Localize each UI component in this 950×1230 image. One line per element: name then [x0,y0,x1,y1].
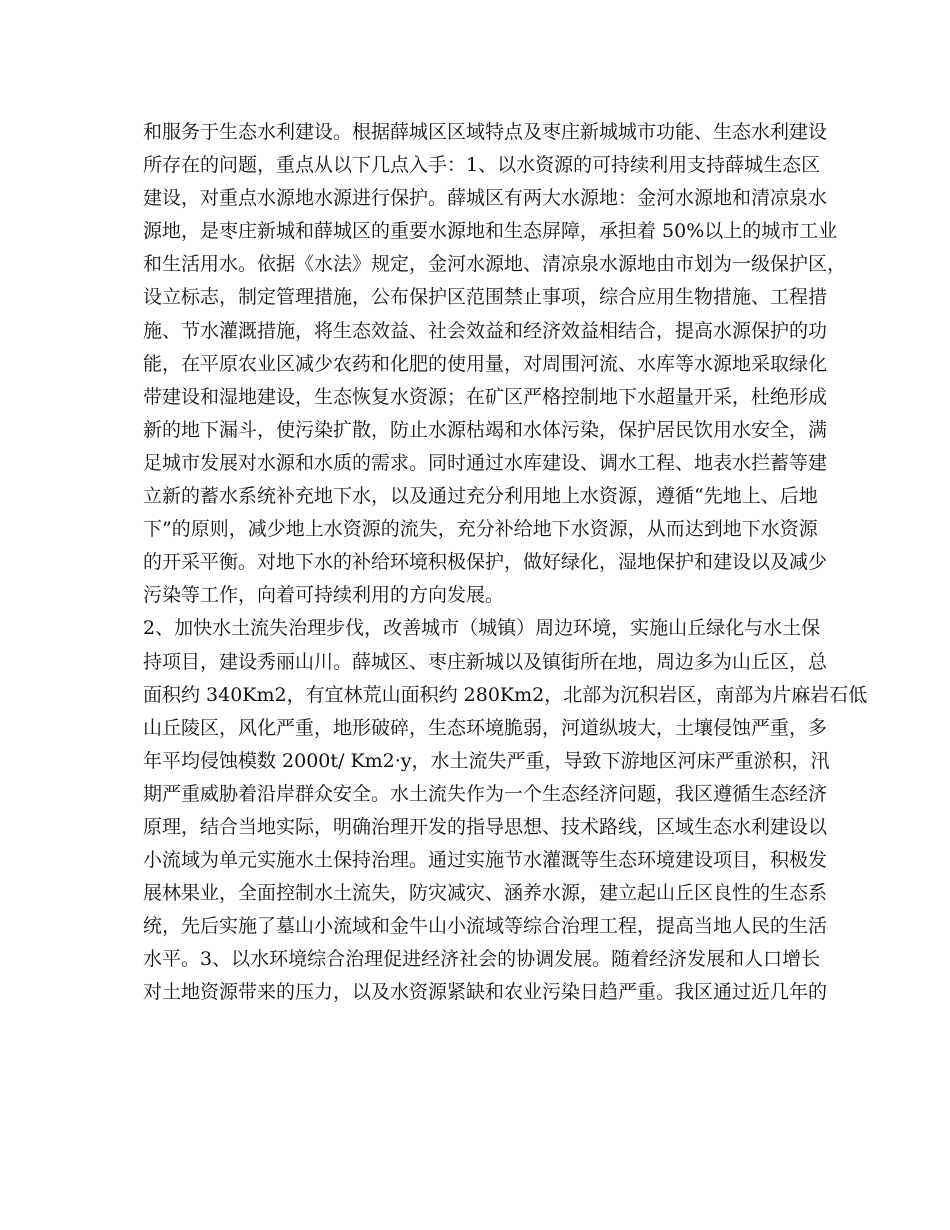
text-line: 设立标志，制定管理措施，公布保护区范围禁止事项，综合应用生物措施、工程措 [143,286,828,309]
text-line: 期严重威胁着沿岸群众安全。水土流失作为一个生态经济问题，我区遵循生态经济 [143,782,828,805]
text-line: 年平均侵蚀模数 2000t/ Km2·y，水土流失严重，导致下游地区河床严重淤积，汛 [143,749,830,772]
text-line: 统，先后实施了墓山小流域和金牛山小流域等综合治理工程，提高当地人民的生活 [143,915,828,938]
text-line: 水平。3、以水环境综合治理促进经济社会的协调发展。随着经济发展和人口增长 [143,948,821,971]
text-line: 施、节水灌溉措施，将生态效益、社会效益和经济效益相结合，提高水源保护的功 [143,319,828,342]
text-line: 山丘陵区，风化严重，地形破碎，生态环境脆弱，河道纵坡大，土壤侵蚀严重，多 [143,716,828,739]
text-line: 持项目，建设秀丽山川。薛城区、枣庄新城以及镇街所在地，周边多为山丘区，总 [143,650,828,673]
text-line: 下”的原则，减少地上水资源的流失，充分补给地下水资源，从而达到地下水资源 [143,518,818,541]
text-line: 对土地资源带来的压力，以及水资源紧缺和农业污染日趋严重。我区通过近几年的 [143,981,828,1004]
body-text [143,116,868,1010]
text-line: 足城市发展对水源和水质的需求。同时通过水库建设、调水工程、地表水拦蓄等建 [143,451,828,474]
text-line: 原理，结合当地实际，明确治理开发的指导思想、技术路线，区域生态水利建设以 [143,815,828,838]
text-line: 立新的蓄水系统补充地下水，以及通过充分利用地上水资源，遵循“先地上、后地 [143,485,818,508]
text-line: 2、加快水土流失治理步伐，改善城市（城镇）周边环境，实施山丘绿化与水土保 [143,617,821,640]
text-line: 和服务于生态水利建设。根据薛城区区域特点及枣庄新城城市功能、生态水利建设 [143,121,828,143]
text-line: 能，在平原农业区减少农药和化肥的使用量，对周围河流、水库等水源地采取绿化 [143,352,828,375]
text-line: 污染等工作，向着可持续利用的方向发展。 [143,584,505,607]
text-line: 面积约 340Km2，有宜林荒山面积约 280Km2，北部为沉积岩区，南部为片麻岩石低 [143,683,868,706]
text-line: 新的地下漏斗，使污染扩散，防止水源枯竭和水体污染，保护居民饮用水安全，满 [143,418,828,441]
text-line: 的开采平衡。对地下水的补给环境积极保护，做好绿化，湿地保护和建设以及减少 [143,551,828,574]
text-line: 所存在的问题，重点从以下几点入手：1、以水资源的可持续利用支持薛城生态区 [143,154,821,177]
text-line: 展林果业，全面控制水土流失，防灾减灾、涵养水源，建立起山丘区良性的生态系 [143,882,828,905]
text-line: 源地，是枣庄新城和薛城区的重要水源地和生态屏障，承担着 50%以上的城市工业 [143,220,838,243]
text-line: 小流域为单元实施水土保持治理。通过实施节水灌溉等生态环境建设项目，积极发 [143,849,828,872]
text-line: 建设，对重点水源地水源进行保护。薛城区有两大水源地：金河水源地和清凉泉水 [143,187,828,210]
text-line: 带建设和湿地建设，生态恢复水资源；在矿区严格控制地下水超量开采，杜绝形成 [143,385,828,408]
text-line: 和生活用水。依据《水法》规定，金河水源地、清凉泉水源地由市划为一级保护区， [143,253,847,276]
